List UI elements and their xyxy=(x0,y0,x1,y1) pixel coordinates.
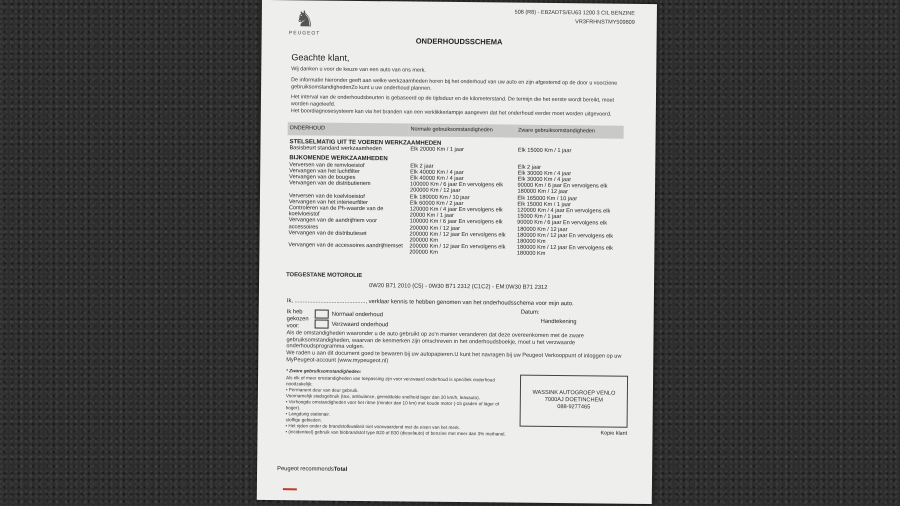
normal-cell: Elk 60000 Km / 2 jaar xyxy=(409,200,464,207)
intro-paragraph-4: Het boordiagnosesysteem kan via het branden van een verklikkerlampje aangeven dat het onderhoud eerder moet worden uitgevoerd. xyxy=(290,108,612,118)
column-header: Normale gebruiksomstandigheden xyxy=(409,123,517,137)
list-item: • Langdurig stationair. xyxy=(285,411,330,417)
motor-oil-value: 0W20 B71 2010 (C5) - 0W30 B71 2312 (C1C2) - EM:0W30 B71 2312 xyxy=(368,283,548,291)
heavy-cell: Elk 15000 Km / 1 jaar xyxy=(517,201,571,209)
intro-paragraph-2: De informatie hieronder geeft aan welke werkzaamheden horen bij het onderhoud van uw auto en zijn afgestemd op de door u voorziene gebruiksomstandighedenZo kunt u uw onderhoud plannen. xyxy=(291,77,618,92)
acknowledgement-line: Ik, ............................................, verklaar kennis te hebben genomen van het onderhoudsschema voor mijn auto. xyxy=(286,298,574,308)
normal-cell: 120000 Km / 4 jaar En vervolgens elk 20000 Km / 1 jaar xyxy=(409,206,503,220)
section-heading: STELSELMATIG UIT TE VOEREN WERKZAAMHEDEN xyxy=(289,139,442,147)
list-item: stoffige gebieden. xyxy=(285,417,322,423)
greeting: Geachte klant, xyxy=(291,52,350,63)
total-brand: Total xyxy=(333,466,348,473)
heavy-cell: 180000 Km / 12 jaar En vervolgens elk 180000 Km xyxy=(516,232,614,245)
normal-cell: Elk 20000 Km / 1 jaar xyxy=(410,146,464,154)
task-cell: Verversen van de remvloeistof xyxy=(289,161,365,169)
column-header: ONDERHOUD xyxy=(288,122,409,136)
task-cell: Verversen van de koelvloeistof xyxy=(288,192,365,200)
lion-icon: ♞ xyxy=(294,6,315,32)
dealer-name: WASSINK AUTOGROEP VENLO xyxy=(532,389,616,397)
option-label: Normaal onderhoud xyxy=(331,311,383,319)
recommends-text: Peugeot recommends xyxy=(277,466,334,473)
normal-cell: Elk 180000 Km / 10 jaar xyxy=(409,194,470,201)
list-item: Voornamelijk stadsgebruik (taxi, ambulance, gemiddelde snelheid lager dan 20 km/h, leasauto). xyxy=(285,393,480,401)
dealer-city: 7000AJ DOETINCHEM xyxy=(544,396,603,404)
normal-cell: 200000 Km / 12 jaar En vervolgens elk 200000 Km xyxy=(409,231,506,244)
copy-label: Kopie klant xyxy=(600,430,628,437)
heavy-cell: 120000 Km / 4 jaar En vervolgens elk 15000 Km / 1 jaar xyxy=(517,207,611,221)
maintenance-table xyxy=(286,122,623,258)
footer-recommends xyxy=(277,466,347,473)
notes-paragraph-1: Als de omstandigheden waaronder u de auto gebruikt op zo'n manier veranderen dat deze overeenkomen met de zware gebruiksomstandigheden, waarvan de kenmerken zijn omschreven in het onderhoudsboekje, moet u het verzwaarde onderhoudsprogramma volgen. xyxy=(286,330,584,351)
normal-cell: 100000 Km / 6 jaar En vervolgens elk 200000 Km / 12 jaar xyxy=(409,181,504,195)
option-normal[interactable] xyxy=(315,310,383,320)
option-heavy[interactable] xyxy=(315,320,389,330)
heavy-usage-title: * Zware gebruiksomstandigheden: xyxy=(286,368,362,374)
motor-oil-heading: TOEGESTANE MOTOROLIE xyxy=(286,272,363,279)
task-cell: Vervangen van het luchtfilter xyxy=(289,168,360,175)
normal-cell: 100000 Km / 6 jaar En vervolgens elk 200000 Km / 12 jaar xyxy=(409,218,503,232)
list-item: Als elk of meer omstandigheden van toepassing zijn voor verzwaard onderhoud is specifiek onderhoud noodzakelijk: xyxy=(285,375,495,387)
notes-paragraph-2: We raden u aan dit document goed te bewaren bij uw autopapieren.U kunt het navragen bij uw Peugeot Verkooppunt of inloggen op uw MyPeugeot-account (www.mypeugeot.nl) xyxy=(286,350,622,364)
heavy-cell: 90000 Km / 6 jaar En vervolgens elk 180000 Km / 12 jaar xyxy=(517,182,608,196)
normal-cell: Elk 40000 Km / 4 jaar xyxy=(410,169,464,176)
heavy-cell: Elk 30000 Km / 4 jaar xyxy=(517,176,572,184)
document-title: ONDERHOUDSSCHEMA xyxy=(415,36,503,47)
task-cell: Vervangen van de bougies xyxy=(289,174,356,181)
task-cell: Vervangen van de aandrijfriem voor accessoires xyxy=(288,217,378,231)
section-heading: BIJKOMENDE WERKZAAMHEDEN xyxy=(289,155,388,163)
heavy-cell: Elk 30000 Km / 4 jaar xyxy=(517,170,572,177)
list-item: • (incidenteel) gebruik van biobrandstof type B20 of B30 (dieselauto) of benzine met meer dan 3% methanol. xyxy=(285,429,506,437)
intro-paragraph-3: Het interval van de onderhoudsbeurten is gebaseerd op de tijdsduur en de kilometerstand. De termijn die het eerste wordt bereikt, moet worden nageleefd. xyxy=(290,94,615,108)
vehicle-vin: VR3FRHNSTMY509809 xyxy=(575,19,635,26)
signature-label: Handtekening xyxy=(540,318,577,326)
heavy-cell: 90000 Km / 6 jaar En vervolgens elk 180000 Km / 12 jaar xyxy=(517,220,608,233)
choice-label: gekozen xyxy=(286,316,309,323)
heavy-checkbox[interactable] xyxy=(315,320,329,329)
normal-cell: Elk 40000 Km / 4 jaar xyxy=(410,175,464,183)
heavy-cell: Elk 165000 Km / 10 jaar xyxy=(517,195,578,202)
heavy-cell: Elk 15000 Km / 1 jaar xyxy=(517,147,572,155)
vehicle-info xyxy=(514,9,634,28)
intro-paragraph-1: Wij danken u voor de keuze van een auto van ons merk. xyxy=(291,66,426,74)
vehicle-type: 508 (R8) - EB2ADTS/EU63 1200 3 CIL BENZINE xyxy=(514,9,635,17)
list-item: • Permanent deur van deur gebruik. xyxy=(285,387,359,393)
heavy-usage-list xyxy=(285,375,511,437)
task-cell: Vervangen van de distributieset xyxy=(288,230,367,237)
peugeot-logo xyxy=(284,8,326,36)
task-cell: Vervangen van de accessoires aandrijfriemset xyxy=(288,242,403,250)
task-cell: Controleren van de Ph-waarde van de koelvloeistof xyxy=(288,205,384,218)
normal-checkbox[interactable] xyxy=(315,310,329,319)
heavy-cell: Elk 2 jaar xyxy=(517,164,542,171)
choice-label: voor: xyxy=(286,323,300,330)
task-cell: Basisbeurt standard werkzaamheden xyxy=(289,145,382,153)
heavy-cell: 180000 Km / 12 jaar En vervolgens elk 180000 Km xyxy=(516,244,614,258)
task-cell: Vervangen van het interieurfilter xyxy=(288,199,368,206)
brand-name: PEUGEOT xyxy=(288,30,321,37)
table-row xyxy=(286,242,622,258)
list-item: • Het rijden onder de brandstofkwaliteit niet voorwaardend met de eisen van het merk. xyxy=(285,423,461,431)
normal-cell: 200000 Km / 12 jaar En vervolgens elk 200000 Km xyxy=(409,243,506,257)
column-header: Zware gebruiksomstandigheden xyxy=(516,125,624,139)
option-label: Verzwaard onderhoud xyxy=(331,321,389,329)
choice-labels xyxy=(287,309,309,330)
normal-cell: Elk 2 jaar xyxy=(410,163,434,170)
dealer-phone: 088-9277465 xyxy=(557,404,591,411)
choice-label: Ik heb xyxy=(286,309,303,316)
task-cell: Vervangen van de distributieriem xyxy=(289,180,371,188)
date-label: Datum: xyxy=(520,309,540,316)
dealer-stamp xyxy=(520,375,629,428)
color-strip xyxy=(283,488,297,490)
list-item: • Verhoogde omstandigheden voor het ritme (minder dan 10 km) met koude motor (-15 graden of lager of hoger). xyxy=(285,399,500,411)
maintenance-schedule-document xyxy=(257,0,657,504)
